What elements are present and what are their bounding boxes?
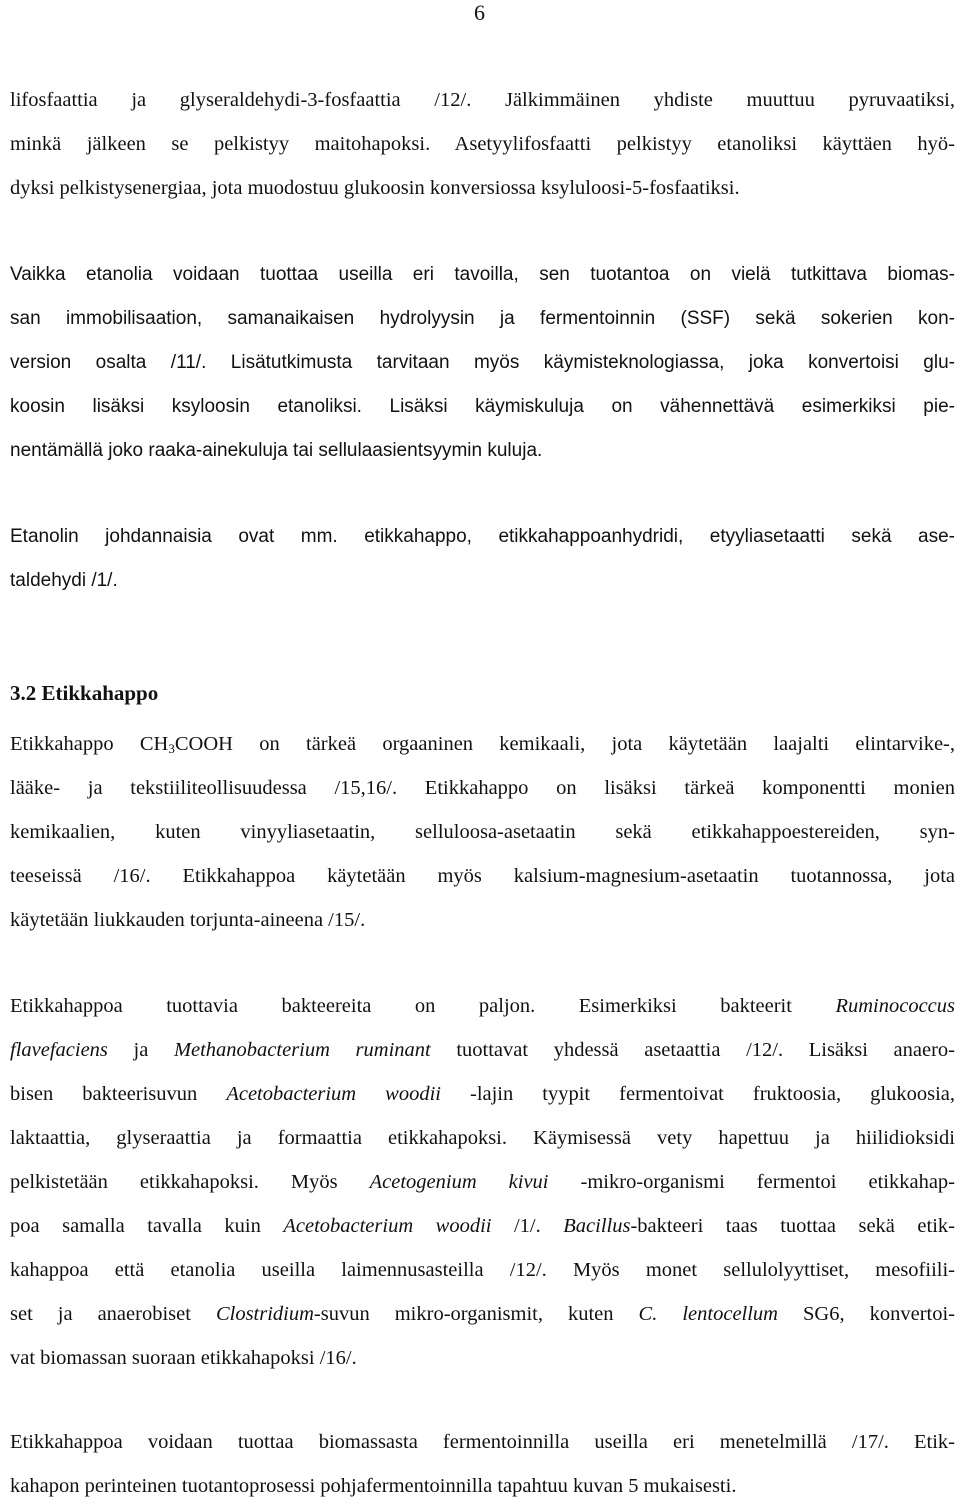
text-line: teeseissä /16/. Etikkahappoa käytetään myös kalsium-magnesium-asetaatin tuotannossa, jota [10,865,955,887]
species-name: C. lentocellum [638,1303,778,1325]
text-line: dyksi pelkistysenergiaa, jota muodostuu glukoosin konversiossa ksyluloosi-5-fosfaatiksi. [10,177,740,199]
paragraph-1 [10,78,955,210]
text-line: Etanolin johdannaisia ovat mm. etikkahappo, etikkahappoanhydridi, etyyliasetaatti sekä ase- [10,526,955,547]
species-name: flavefaciens [10,1039,108,1061]
text-line: lääke- ja tekstiiliteollisuudessa /15,16/. Etikkahappo on lisäksi tärkeä komponentti monien [10,777,955,799]
species-name: Clostridium [215,1303,314,1325]
text-line: vat biomassan suoraan etikkahapoksi /16/. [10,1347,357,1369]
text-span: pelkistetään etikkahapoksi. Myös [10,1171,370,1193]
text-line: Etikkahappoa voidaan tuottaa biomassasta fermentoinnilla useilla eri menetelmillä /17/. Etik- [10,1431,955,1453]
paragraph-6 [10,1420,955,1508]
species-name: Acetobacterium woodii [226,1083,441,1105]
text-line: kahappoa että etanolia useilla laimennusasteilla /12/. Myös monet sellulolyyttiset, mesofiili- [10,1259,955,1281]
species-name: Acetogenium kivui [369,1171,549,1193]
text-line: version osalta /11/. Lisätutkimusta tarvitaan myös käymisteknologiassa, joka konvertoisi glu- [10,352,955,373]
paragraph-3 [10,515,955,603]
species-name: Acetobacterium woodii [283,1215,492,1237]
text-line [10,1160,955,1204]
text-line [10,722,955,766]
text-span: bisen bakteerisuvun [10,1083,227,1105]
text-line: Vaikka etanolia voidaan tuottaa useilla eri tavoilla, sen tuotantoa on vielä tutkittava biomas- [10,264,955,285]
species-name: Methanobacterium ruminant [173,1039,431,1061]
species-name: Bacillus [563,1215,631,1237]
text-line: laktaattia, glyseraattia ja formaattia etikkahapoksi. Käymisessä vety hapettuu ja hiilidioksidi [10,1127,955,1149]
text-span: -lajin tyypit fermentoivat fruktoosia, glukoosia, [440,1083,956,1105]
text-line: nentämällä joko raaka-ainekuluja tai sellulaasientsyymin kuluja. [10,440,543,461]
page-number: 6 [474,0,485,25]
species-name: Ruminococcus [835,995,955,1017]
paragraph-5 [10,984,955,1380]
text-span: /1/. [491,1215,564,1237]
text-span: Etikkahappo CH [10,733,169,755]
text-line: minkä jälkeen se pelkistyy maitohapoksi. Asetyylifosfaatti pelkistyy etanoliksi käyttäen hyö- [10,133,955,155]
text-line: käytetään liukkauden torjunta-aineena /15/. [10,909,366,931]
text-line: taldehydi /1/. [10,570,118,591]
text-span: poa samalla tavalla kuin [10,1215,284,1237]
text-span: set ja anaerobiset [10,1303,216,1325]
text-span: -suvun mikro-organismit, kuten [313,1303,639,1325]
paragraph-2 [10,253,955,473]
paragraph-4 [10,722,955,942]
text-span: -mikro-organismi fermentoi etikkahap- [548,1171,955,1193]
subscript: 3 [168,741,175,756]
text-line: lifosfaattia ja glyseraldehydi-3-fosfaattia /12/. Jälkimmäinen yhdiste muuttuu pyruvaatiksi, [10,89,955,111]
text-span: -bakteeri taas tuottaa sekä etik- [630,1215,955,1237]
text-span: SG6, konvertoi- [778,1303,955,1325]
text-line [10,1072,955,1116]
text-line [10,1204,955,1248]
section-heading: 3.2 Etikkahappo [10,681,159,705]
text-line: kemikaalien, kuten vinyyliasetaatin, selluloosa-asetaatin sekä etikkahappoestereiden, syn- [10,821,955,843]
text-line: koosin lisäksi ksyloosin etanoliksi. Lisäksi käymiskuluja on vähennettävä esimerkiksi pie- [10,396,955,417]
text-line [10,984,955,1028]
text-line [10,1028,955,1072]
text-line: kahapon perinteinen tuotantoprosessi pohjafermentoinnilla tapahtuu kuvan 5 mukaisesti. [10,1475,737,1497]
text-line: san immobilisaation, samanaikaisen hydrolyysin ja fermentoinnin (SSF) sekä sokerien kon- [10,308,955,329]
text-span: tuottavat yhdessä asetaattia /12/. Lisäksi anaero- [430,1039,956,1061]
text-line [10,1292,955,1336]
text-span: ja [107,1039,174,1061]
text-span: Etikkahappoa tuottavia bakteereita on paljon. Esimerkiksi bakteerit [10,995,836,1017]
text-span: COOH on tärkeä orgaaninen kemikaali, jota käytetään laajalti elintarvike-, [174,733,956,755]
